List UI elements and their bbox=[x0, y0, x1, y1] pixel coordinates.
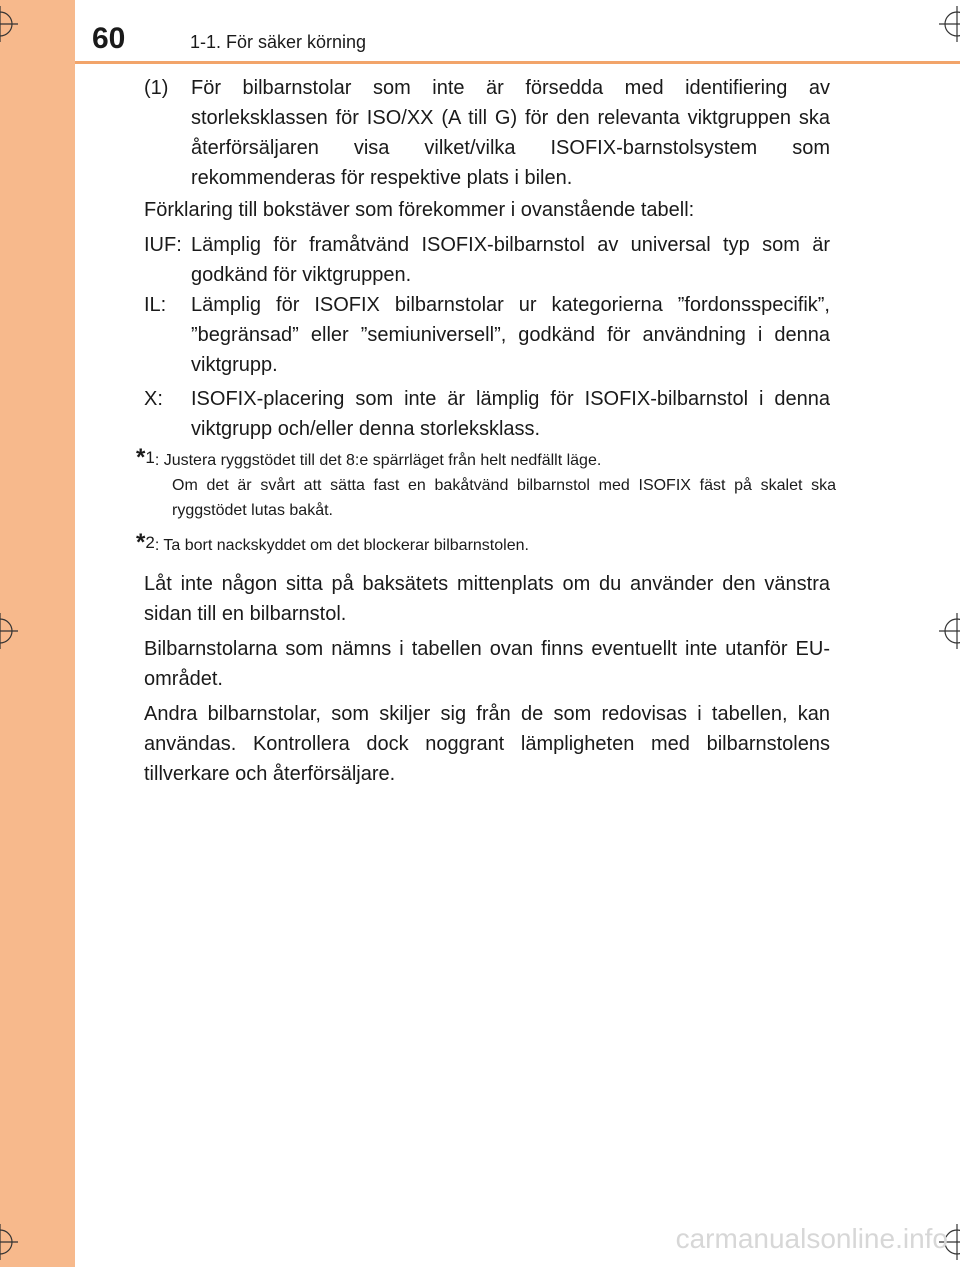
watermark: carmanualsonline.info bbox=[675, 1223, 948, 1254]
legend-intro-text: Förklaring till bokstäver som förekommer i ovanstående tabell: bbox=[144, 199, 695, 221]
legend-label: X: bbox=[144, 388, 163, 410]
footnote-number: 1 bbox=[145, 448, 155, 467]
header-rule bbox=[75, 61, 960, 64]
footnote-text: : Justera ryggstödet till det 8:e spärrläget från helt nedfällt läge. bbox=[154, 452, 602, 469]
footnote-star: * bbox=[136, 444, 146, 471]
footnote-number: 2 bbox=[145, 533, 155, 552]
registration-mark-icon bbox=[937, 4, 960, 44]
note-label: (1) bbox=[144, 77, 169, 99]
legend-text: Lämplig för ISOFIX bilbarnstolar ur kategorierna ”fordonsspecifik”, ”begränsad” eller ”semiuniversell”, godkänd för användning i denna viktgrupp. bbox=[191, 294, 830, 376]
legend-item-il bbox=[144, 290, 830, 380]
legend-text: Lämplig för framåtvänd ISOFIX-bilbarnstol av universal typ som är godkänd för viktgruppen. bbox=[191, 234, 830, 286]
registration-mark-icon bbox=[0, 4, 20, 44]
page-number: 60 bbox=[92, 22, 126, 55]
paragraph-1: Låt inte någon sitta på baksätets mittenplats om du använder den vänstra sidan till en bilbarnstol. bbox=[144, 573, 830, 625]
registration-mark-icon bbox=[0, 611, 20, 651]
footnote-1 bbox=[136, 445, 836, 523]
note-1 bbox=[144, 73, 830, 193]
paragraph-2: Bilbarnstolarna som nämns i tabellen ovan finns eventuellt inte utanför EU-området. bbox=[144, 638, 830, 690]
footnote-text: : Ta bort nackskyddet om det blockerar bilbarnstolen. bbox=[154, 537, 529, 554]
registration-mark-icon bbox=[937, 611, 960, 651]
legend-text: ISOFIX-placering som inte är lämplig för ISOFIX-bilbarnstol i denna viktgrupp och/eller denna storleksklass. bbox=[191, 388, 830, 440]
legend-label: IUF: bbox=[144, 234, 182, 256]
legend-label: IL: bbox=[144, 294, 167, 316]
legend-item-iuf bbox=[144, 230, 830, 290]
footnote-star: * bbox=[136, 529, 146, 556]
legend-intro bbox=[144, 195, 830, 225]
paragraph-3: Andra bilbarnstolar, som skiljer sig från de som redovisas i tabellen, kan användas. Kontrollera dock noggrant lämpligheten med bilbarnstolens tillverkare och återförsäljare. bbox=[144, 703, 830, 785]
footnote-text-continued: Om det är svårt att sätta fast en bakåtvänd bilbarnstol med ISOFIX fäst på skalet ska ryggstödet lutas bakåt. bbox=[172, 477, 836, 519]
legend-item-x bbox=[144, 384, 830, 444]
section-title: 1-1. För säker körning bbox=[190, 32, 367, 52]
note-text: För bilbarnstolar som inte är försedda med identifiering av storleksklassen för ISO/XX (A till G) för den relevanta viktgruppen ska återförsäljaren visa vilket/vilka ISOFIX-barnstolsystem som rekommenderas för respektive plats i bilen. bbox=[191, 77, 830, 189]
registration-mark-icon bbox=[0, 1222, 20, 1262]
footnote-2 bbox=[136, 530, 836, 558]
